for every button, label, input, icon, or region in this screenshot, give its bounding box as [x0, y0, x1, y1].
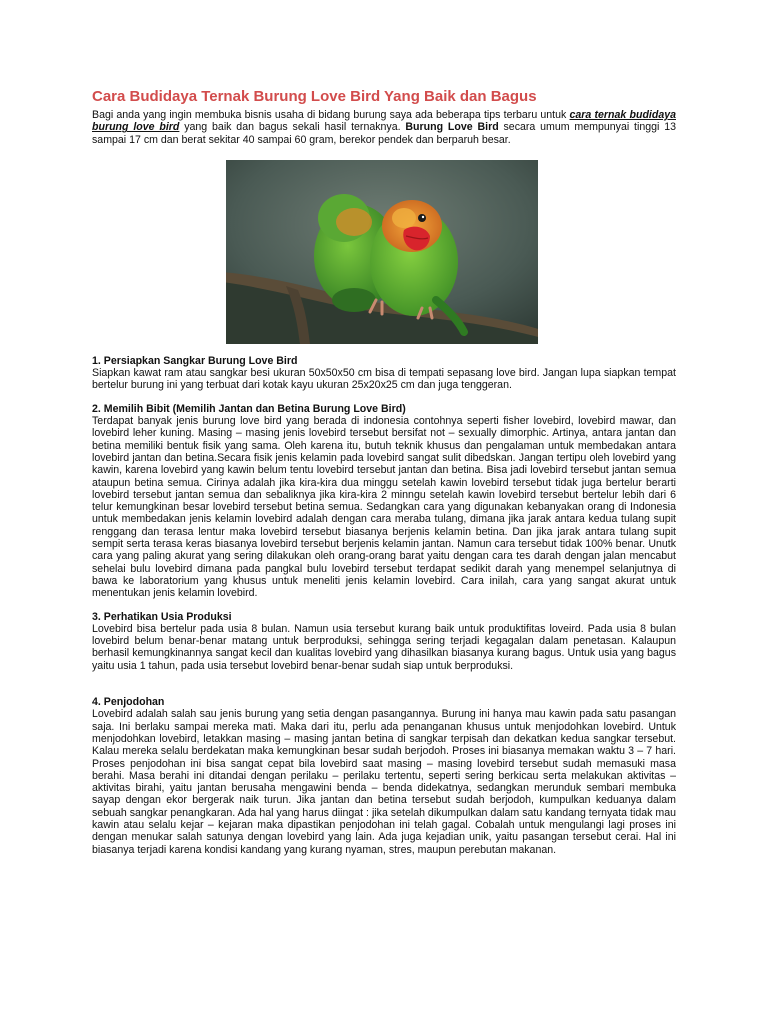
intro-text-2: yang baik dan bagus sekali hasil ternaknya.: [179, 121, 406, 134]
article-link[interactable]: cara ternak budidaya burung love bird: [92, 109, 676, 134]
section-heading: 1. Persiapkan Sangkar Burung Love Bird: [92, 354, 298, 367]
intro-paragraph: [92, 109, 676, 146]
intro-text-3: secara umum mempunyai tinggi 13 sampai 17 cm dan berat sekitar 40 sampai 60 gram, berekor pendek dan berparuh besar.: [92, 121, 676, 146]
section-body: Terdapat banyak jenis burung love bird yang berada di indonesia contohnya seperti fisher lovebird, lovebird mawar, dan lovebird leher kuning. Masing – masing jenis lovebird tersebut bersifat not – sexually dimorphic. Artinya, antara jantan dan betina memiliki bentuk fisik yang sama. Oleh karena itu, butuh teknik khusus dan pengalaman untuk membedakan antara lovebird jantan dan betina.Secara fisik jenis kelamin pada lovebird sangat sulit dibedskan. Jangan tertipu oleh lovebird yang kawin, karena lovebird yang kawin belum tentu lovebird tersebut jantan dan betina. Bisa jadi lovebird tersebut jantan semua ataupun betina semua. Cirinya adalah jika kira-kira dua minggu setelah kawin lovebird tersebut tidak juga bertelur berarti lovebird tersebut jantan semua dan sebaliknya jika kira-kira 2 minngu setelah kawin lovebird tersebut bertelur lebih dari 6 telur kemungkinan besar lovebird tersebut betina semua. Sedangkan cara yang digunakan kebanyakan orang di Indonesia untuk membedakan jenis kelamin lovebird adalah dengan cara meraba tulang, dimana jika jarak antara kedua tulang supit renggang dan terasa lentur maka lovebird tersebut biasanya berjenis kelamin betina. Dan jika jarak antara tulang supit sempit serta terasa keras biasanya lovebird tersebut berjenis kelamin jantan. Namun cara tersebut tidak 100% benar. Unutk cara yang paling akurat yang sering dilakukan oleh orang-orang barat yaitu dengan cara tes darah dengan jalan mencabut sehelai bulu lovebird dimana pada pangkal bulu lovebird tersebut terdapat sedikit darah yang menempel selanjutnya di bawa ke laboratorium yang khusus untuk meneliti jenis kelamin lovebird. Cara inilah, cara yang sangat akurat untuk menentukan jenis kelamin lovebird.: [92, 415, 676, 600]
section-4: [92, 696, 676, 856]
section-1: [92, 355, 676, 392]
section-heading: 3. Perhatikan Usia Produksi: [92, 610, 232, 623]
article-title: Cara Budidaya Ternak Burung Love Bird Yang Baik dan Bagus: [92, 88, 537, 105]
section-3: [92, 611, 676, 672]
section-heading: 4. Penjodohan: [92, 696, 165, 709]
intro-text-1: Bagi anda yang ingin membuka bisnis usaha di bidang burung saya ada beberapa tips terbaru untuk: [92, 109, 570, 121]
section-body: Siapkan kawat ram atau sangkar besi ukuran 50x50x50 cm bisa di tempati sepasang love bird. Jangan lupa siapkan tempat bertelur burung ini yang terbuat dari kotak kayu ukuran 25x20x25 cm dan juga tenggeran.: [92, 367, 676, 392]
lovebird-image: [226, 160, 538, 344]
section-body: Lovebird bisa bertelur pada usia 8 bulan. Namun usia tersebut kurang baik untuk produktifitas loveird. Pada usia 8 bulan lovebird belum benar-benar matang untuk berproduksi, sehingga sering terjadi kegagalan dalam penetasan. Kalaupun berhasil kemungkinannya sangat kecil dan kualitas lovebird yang dihasilkan biasanya kurang bagus. Untuk usia yang bagus yaitu usia 1 tahun, pada usia tersebut lovebird benar-benar sudah siap untuk berproduksi.: [92, 622, 676, 672]
section-heading: 2. Memilih Bibit (Memilih Jantan dan Betina Burung Love Bird): [92, 402, 406, 415]
intro-bold-term: Burung Love Bird: [405, 121, 499, 134]
document-page: [92, 88, 676, 856]
lovebird-photo: [226, 160, 538, 344]
section-body: Lovebird adalah salah sau jenis burung yang setia dengan pasangannya. Burung ini hanya mau kawin pada satu pasangan saja. Ini berlaku sampai mereka mati. Maka dari itu, perlu ada penanganan khusus untuk menjodohkan lovebird. Untuk menjodohkan lovebird, letakkan masing – masing jantan betina di sangkar terpisah dan dekatkan kedua sangkar tersebut. Kalau mereka selalu berdekatan maka kemungkinan besar sudah berjodoh. Proses ini biasanya memakan waktu 3 – 7 hari. Proses penjodohan ini bisa sangat cepat bila lovebird saat masing – masing lovebird tersebut sudah memasuki masa berahi. Masa berahi ini ditandai dengan perilaku – perilaku tertentu, seperti sering berkicau serta melakukan aktivitas – aktivitas birahi, yaitu jantan berusaha mengawini benda – benda didekatnya, sedangkan merunduk sembari membuka sayap dengan ekor bergerak naik turun. Jika jantan dan betina tersebut sudah berjodoh, kumpulkan keduanya dalam sebuah sangkar penangkaran. Ada hal yang harus diingat : jika setelah dikumpulkan dalam satu kandang ternyata tidak mau kawin atau selalu kejar – kejaran maka dipastikan penjodohan ini telah gagal. Cobalah untuk mengulangi lagi proses ini dengan menukar salah satunya dengan lovebird yang lain. Ada juga kejadian unik, yaitu pasangan tersebut cerai. Hal ini biasanya terjadi karena kondisi kandang yang kurang nyaman, stres, maupun perebutan makanan.: [92, 708, 676, 856]
section-2: [92, 403, 676, 600]
